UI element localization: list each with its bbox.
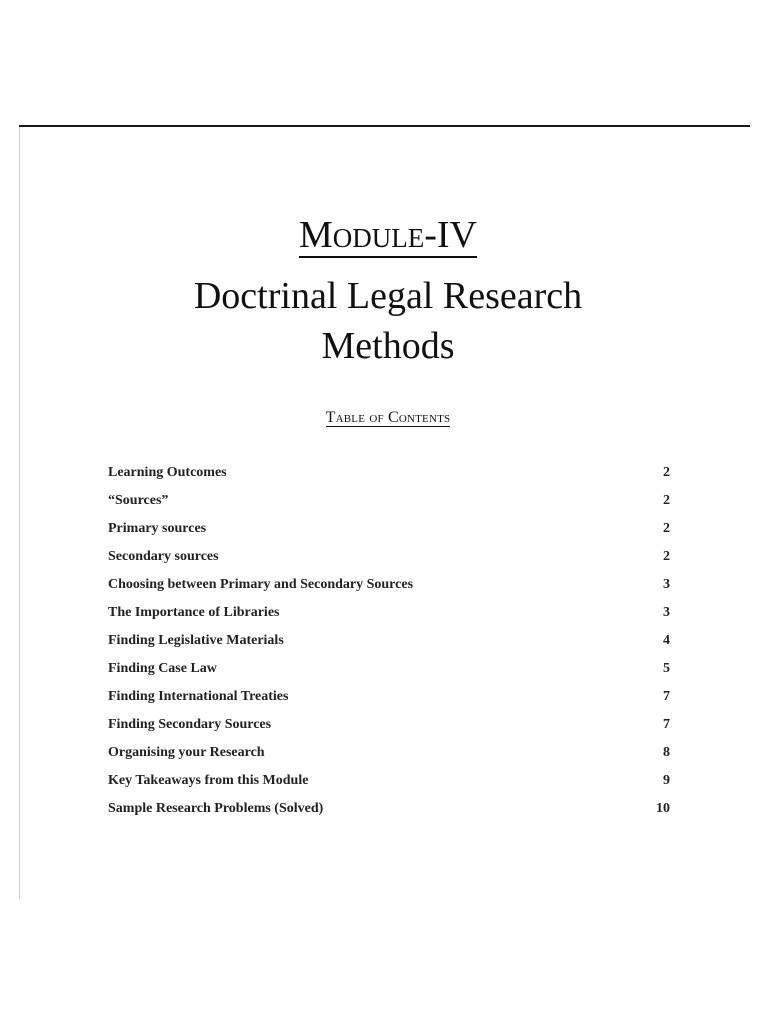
toc-entry-page: 3 xyxy=(663,577,670,592)
toc-entry[interactable] xyxy=(108,795,670,823)
page-title-line-1: Doctrinal Legal Research xyxy=(193,275,583,317)
toc-entry[interactable] xyxy=(108,571,670,599)
toc-entry[interactable] xyxy=(108,767,670,795)
toc-entry-title: Finding Legislative Materials xyxy=(108,633,284,648)
toc-entry-page: 7 xyxy=(663,717,670,732)
toc-entry-title: Organising your Research xyxy=(108,745,265,760)
toc-entry-title: Sample Research Problems (Solved) xyxy=(108,801,324,816)
toc-entry-title: Finding Case Law xyxy=(108,661,217,676)
toc-entry-page: 5 xyxy=(663,661,670,676)
toc-entry-page: 2 xyxy=(663,465,670,480)
toc-entry-page: 10 xyxy=(656,801,670,816)
toc-entry-page: 3 xyxy=(663,605,670,620)
toc-entry[interactable] xyxy=(108,627,670,655)
toc-entry-page: 7 xyxy=(663,689,670,704)
toc-entry-title: The Importance of Libraries xyxy=(108,605,280,620)
page-title-line-2: Methods xyxy=(321,325,455,367)
toc-entry[interactable] xyxy=(108,683,670,711)
toc-entry[interactable] xyxy=(108,487,670,515)
toc-entry-page: 8 xyxy=(663,745,670,760)
toc-entry[interactable] xyxy=(108,543,670,571)
toc-entry-title: Learning Outcomes xyxy=(108,465,227,480)
toc-heading xyxy=(0,406,768,430)
module-heading xyxy=(0,210,768,260)
toc-entry-page: 2 xyxy=(663,493,670,508)
toc-list xyxy=(108,459,670,823)
toc-entry-title: Primary sources xyxy=(108,521,207,536)
toc-entry[interactable] xyxy=(108,655,670,683)
toc-entry-page: 9 xyxy=(663,773,670,788)
toc-entry-title: Secondary sources xyxy=(108,549,219,564)
toc-entry-title: Finding International Treaties xyxy=(108,689,289,704)
toc-entry-title: Key Takeaways from this Module xyxy=(108,773,309,788)
module-label: Module-IV xyxy=(298,214,478,256)
toc-entry[interactable] xyxy=(108,459,670,487)
toc-entry[interactable] xyxy=(108,739,670,767)
toc-entry-page: 2 xyxy=(663,549,670,564)
toc-entry[interactable] xyxy=(108,599,670,627)
toc-entry-page: 4 xyxy=(663,633,670,648)
toc-entry-title: Choosing between Primary and Secondary Sources xyxy=(108,577,414,592)
toc-entry[interactable] xyxy=(108,515,670,543)
toc-entry-page: 2 xyxy=(663,521,670,536)
toc-entry[interactable] xyxy=(108,711,670,739)
page-title xyxy=(0,271,768,371)
toc-heading-label: Table of Contents xyxy=(325,409,451,426)
toc-entry-title: “Sources” xyxy=(108,493,169,508)
toc-entry-title: Finding Secondary Sources xyxy=(108,717,272,732)
header-rule xyxy=(19,125,750,127)
